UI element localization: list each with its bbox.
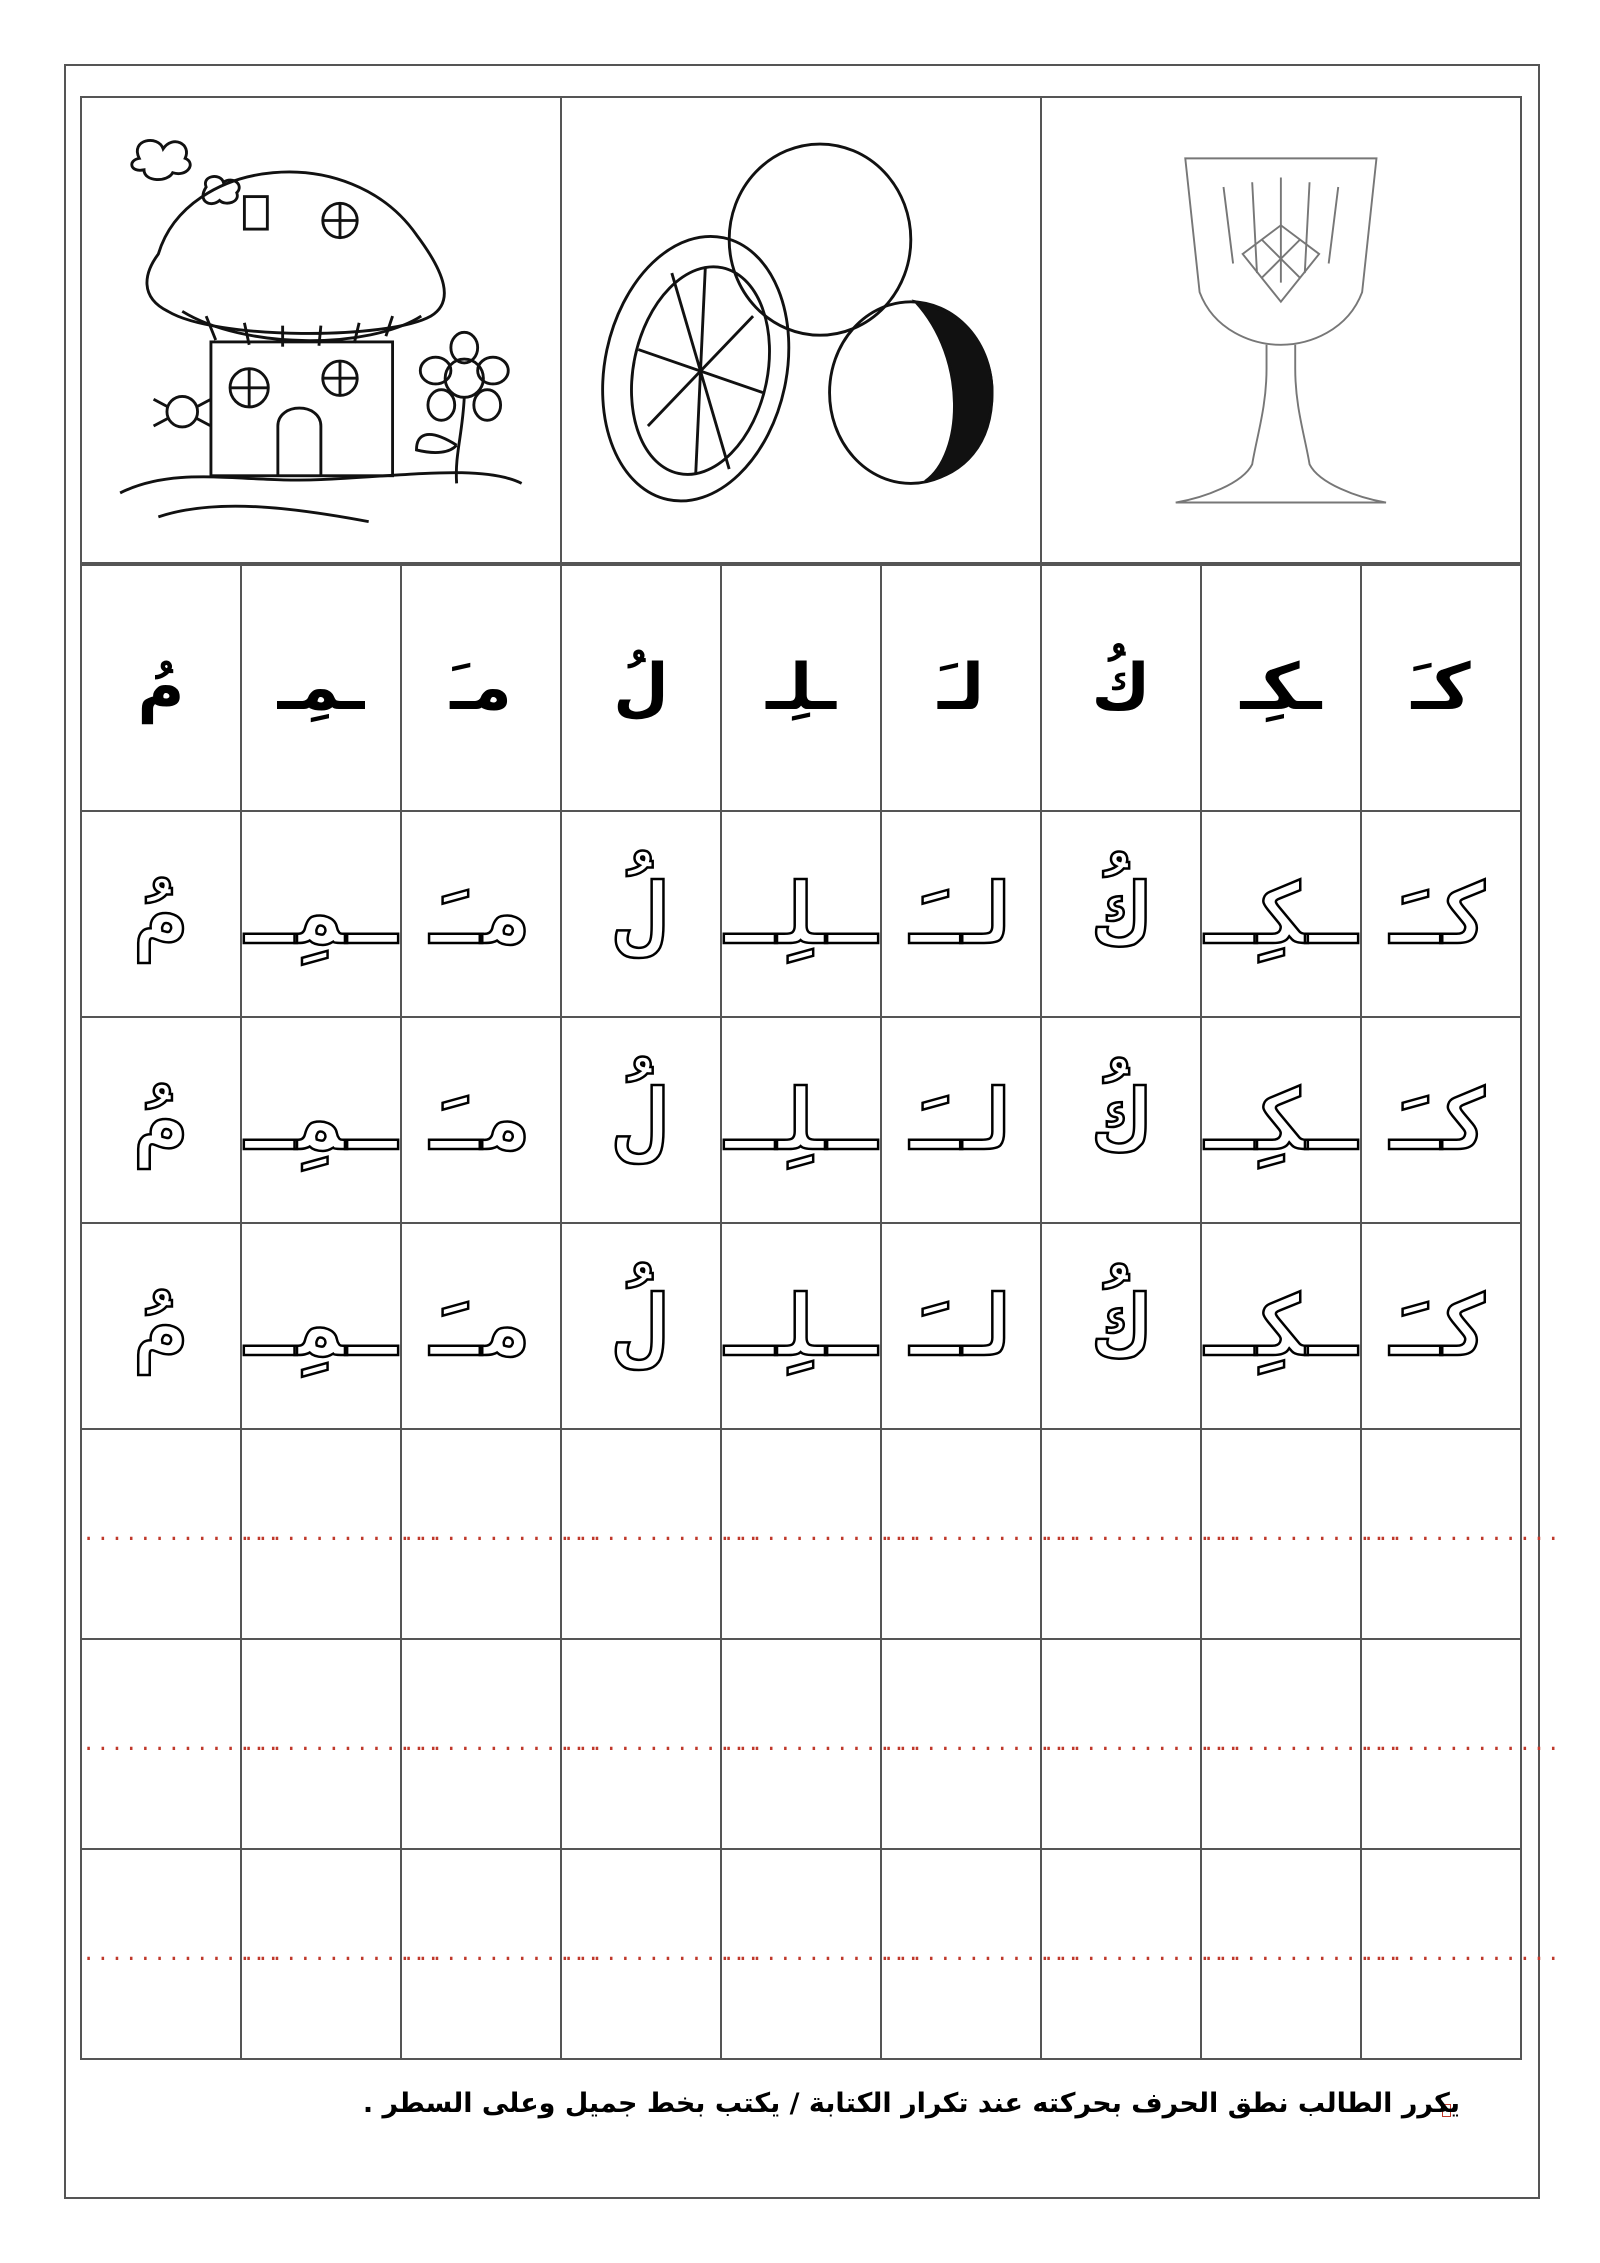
writing-cell[interactable]: [1361, 1849, 1561, 2059]
lemons-picture: [560, 98, 1040, 562]
tracing-row: [81, 1223, 1521, 1429]
model-letter: لـَ: [938, 651, 984, 725]
writing-row: [81, 1639, 1521, 1849]
writing-line: ..............: [242, 1521, 441, 1547]
tracing-letter: ـكِـ: [1205, 1071, 1357, 1169]
tracing-letter: لُ: [615, 1071, 667, 1169]
writing-cell[interactable]: [1041, 1849, 1241, 2059]
model-letters-row: [81, 565, 1521, 811]
tracing-letter: لُ: [615, 865, 667, 963]
tracing-letter: كُ: [1095, 865, 1147, 963]
writing-row: [81, 1429, 1521, 1639]
writing-line: ..............: [882, 1941, 1081, 1967]
writing-line: ..............: [1042, 1731, 1241, 1757]
writing-cell[interactable]: [241, 1849, 441, 2059]
tracing-letter: كُ: [1095, 1071, 1147, 1169]
writing-cell[interactable]: [241, 1639, 441, 1849]
model-letter: مـَ: [450, 651, 512, 725]
writing-cell[interactable]: [401, 1849, 601, 2059]
writing-cell[interactable]: [721, 1849, 921, 2059]
writing-line: ..............: [1042, 1941, 1241, 1967]
writing-line: ..............: [82, 1731, 281, 1757]
writing-cell[interactable]: [881, 1429, 1081, 1639]
writing-line: ..............: [722, 1731, 921, 1757]
tracing-letter: ـمِـ: [245, 1277, 397, 1375]
tracing-letter: مُ: [135, 865, 187, 963]
tracing-letter: لُ: [615, 1277, 667, 1375]
tracing-letter: ـكِـ: [1205, 1277, 1357, 1375]
writing-line: ..............: [1362, 1941, 1561, 1967]
tracing-letter: لـَ: [910, 1277, 1012, 1375]
model-letter: كـَ: [1411, 651, 1471, 725]
writing-cell[interactable]: [561, 1849, 761, 2059]
writing-cell[interactable]: [241, 1429, 441, 1639]
tracing-letter: ـلِـ: [725, 865, 877, 963]
tracing-letter: لـَ: [910, 1071, 1012, 1169]
writing-cell[interactable]: [1361, 1429, 1561, 1639]
tracing-letter: كـَ: [1390, 1071, 1492, 1169]
writing-line: ..............: [82, 1521, 281, 1547]
writing-line: ..............: [562, 1941, 761, 1967]
writing-line: ..............: [82, 1941, 281, 1967]
writing-line: ..............: [1362, 1731, 1561, 1757]
tracing-letter: لـَ: [910, 865, 1012, 963]
writing-cell[interactable]: [881, 1849, 1081, 2059]
tracing-letter: كـَ: [1390, 1277, 1492, 1375]
writing-cell[interactable]: [721, 1429, 921, 1639]
model-letter: ـمِـ: [277, 651, 365, 725]
writing-cell[interactable]: [721, 1639, 921, 1849]
writing-line: ..............: [1202, 1731, 1401, 1757]
writing-cell[interactable]: [881, 1639, 1081, 1849]
writing-line: ..............: [722, 1941, 921, 1967]
tracing-letter: ـمِـ: [245, 1071, 397, 1169]
writing-row: [81, 1849, 1521, 2059]
writing-line: ..............: [882, 1521, 1081, 1547]
tracing-letter: مـَ: [430, 1277, 532, 1375]
writing-line: ..............: [402, 1521, 601, 1547]
tracing-letter: ـمِـ: [245, 865, 397, 963]
writing-cell[interactable]: [1201, 1429, 1401, 1639]
model-letter: لُ: [613, 651, 669, 725]
tracing-letter: ـلِـ: [725, 1277, 877, 1375]
writing-cell[interactable]: [81, 1849, 281, 2059]
glass-cup-picture: [1040, 98, 1520, 562]
writing-cell[interactable]: [1041, 1429, 1241, 1639]
model-letter: كُ: [1091, 651, 1151, 725]
tracing-row: [81, 811, 1521, 1017]
writing-cell[interactable]: [1361, 1639, 1561, 1849]
writing-line: ..............: [722, 1521, 921, 1547]
model-letter: ـكِـ: [1240, 651, 1322, 725]
tracing-letter: ـكِـ: [1205, 865, 1357, 963]
writing-cell[interactable]: [81, 1639, 281, 1849]
writing-cell[interactable]: [1201, 1639, 1401, 1849]
writing-cell[interactable]: [401, 1639, 601, 1849]
model-letter: مُ: [137, 651, 185, 725]
tracing-letter: كُ: [1095, 1277, 1147, 1375]
picture-row: [80, 96, 1522, 564]
tracing-letter: مـَ: [430, 865, 532, 963]
writing-line: ..............: [562, 1731, 761, 1757]
mushroom-house-picture: [82, 98, 560, 562]
writing-line: ..............: [402, 1941, 601, 1967]
writing-cell[interactable]: [561, 1429, 761, 1639]
tracing-letter: مـَ: [430, 1071, 532, 1169]
writing-line: ..............: [1202, 1521, 1401, 1547]
writing-line: ..............: [402, 1731, 601, 1757]
tracing-letter: كـَ: [1390, 865, 1492, 963]
writing-cell[interactable]: [1041, 1639, 1241, 1849]
letter-practice-grid: [80, 564, 1561, 2060]
writing-line: ..............: [1042, 1521, 1241, 1547]
writing-line: ..............: [242, 1941, 441, 1967]
writing-line: ..............: [882, 1731, 1081, 1757]
writing-cell[interactable]: [81, 1429, 281, 1639]
writing-line: ..............: [1202, 1941, 1401, 1967]
instruction-text: يكرر الطالب نطق الحرف بحركته عند تكرار الكتابة / يكتب بخط جميل وعلى السطر .: [362, 2088, 1460, 2119]
tracing-letter: ـلِـ: [725, 1071, 877, 1169]
tracing-letter: مُ: [135, 1277, 187, 1375]
tracing-row: [81, 1017, 1521, 1223]
writing-cell[interactable]: [1201, 1849, 1401, 2059]
model-letter: ـلِـ: [766, 651, 836, 725]
tracing-letter: مُ: [135, 1071, 187, 1169]
writing-cell[interactable]: [561, 1639, 761, 1849]
writing-cell[interactable]: [401, 1429, 601, 1639]
writing-line: ..............: [1362, 1521, 1561, 1547]
writing-line: ..............: [242, 1731, 441, 1757]
writing-line: ..............: [562, 1521, 761, 1547]
